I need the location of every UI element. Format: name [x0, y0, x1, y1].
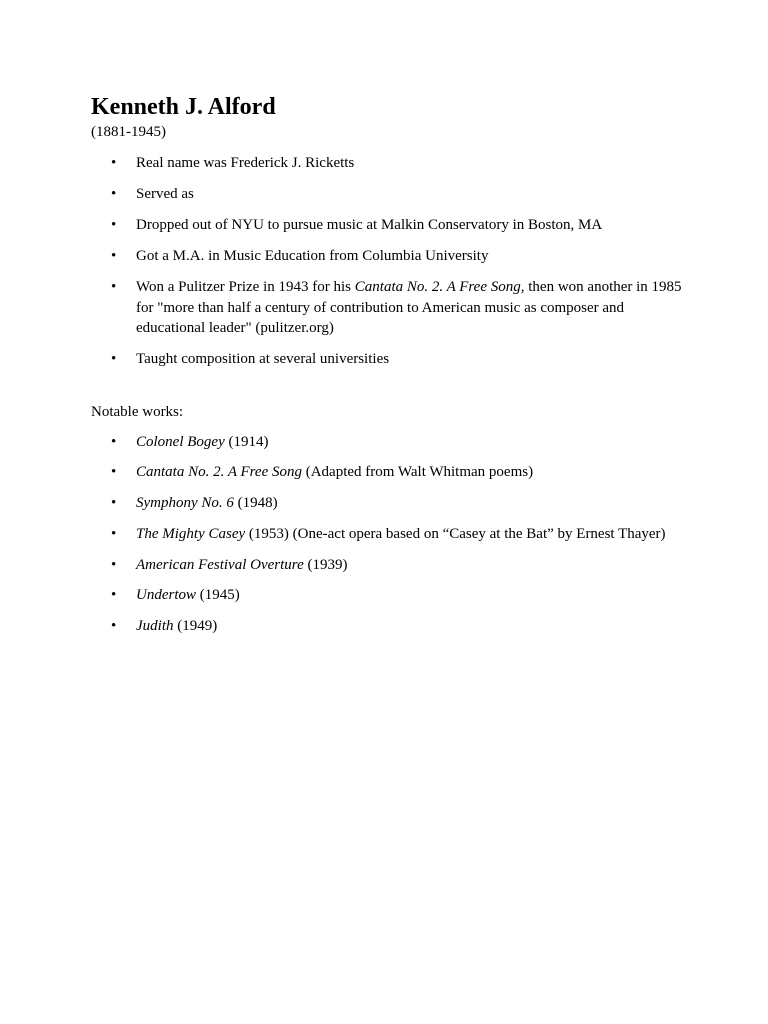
list-item — [91, 184, 691, 205]
bullet-icon: • — [111, 433, 117, 450]
fact-text-pre: Won a Pulitzer Prize in 1943 for his — [136, 279, 355, 295]
work-detail: (Adapted from Walt Whitman poems) — [301, 464, 534, 481]
notable-works-heading: Notable works: — [91, 403, 184, 420]
fact-text: Dropped out of NYU to pursue music at Malkin Conservatory in Boston, MA — [136, 217, 603, 233]
list-item — [91, 493, 691, 514]
bullet-icon: • — [111, 495, 117, 512]
list-item — [91, 349, 691, 370]
work-detail: (1949) — [173, 618, 218, 635]
bullet-icon: • — [111, 186, 117, 202]
list-item — [91, 246, 691, 267]
fact-text-post: , then won another in 1985 for "more than half a century of contribution to American music as composer and educational leader" (pulitzer.org) — [136, 279, 682, 336]
bullet-icon: • — [111, 155, 117, 171]
list-item — [91, 432, 691, 453]
list-item — [91, 277, 691, 339]
work-detail: (1948) — [233, 495, 278, 512]
work-title: Colonel Bogey — [136, 433, 225, 450]
fact-text: Served as — [136, 186, 194, 202]
bullet-icon: • — [111, 618, 117, 635]
work-title: The Mighty Casey — [136, 525, 246, 542]
facts-list — [91, 153, 691, 370]
bullet-icon: • — [111, 248, 117, 264]
work-title: Symphony No. 6 — [136, 495, 234, 512]
work-detail: (1914) — [224, 433, 269, 450]
work-detail: (1953) (One-act opera based on “Casey at the Bat” by Ernest Thayer) — [245, 525, 666, 542]
list-item — [91, 462, 691, 483]
page-title: Kenneth J. Alford — [91, 94, 276, 120]
fact-text: Taught composition at several universities — [136, 351, 390, 367]
list-item — [91, 215, 691, 236]
bullet-icon: • — [111, 279, 117, 295]
list-item — [91, 585, 691, 606]
life-dates: (1881-1945) — [91, 124, 166, 140]
work-title: Cantata No. 2. A Free Song — [136, 464, 302, 481]
bullet-icon: • — [111, 525, 117, 542]
document-page — [91, 92, 691, 647]
list-item — [91, 524, 691, 545]
works-list — [91, 432, 691, 637]
fact-text: Got a M.A. in Music Education from Columbia University — [136, 248, 489, 264]
bullet-icon: • — [111, 217, 117, 233]
work-title: Cantata No. 2. A Free Song — [354, 279, 521, 295]
work-title: Undertow — [136, 587, 196, 604]
bullet-icon: • — [111, 556, 117, 573]
bullet-icon: • — [111, 587, 117, 604]
list-item — [91, 153, 691, 174]
work-detail: (1939) — [303, 556, 348, 573]
list-item — [91, 616, 691, 637]
bullet-icon: • — [111, 351, 117, 367]
bullet-icon: • — [111, 464, 117, 481]
work-detail: (1945) — [196, 587, 240, 604]
fact-text: Real name was Frederick J. Ricketts — [136, 155, 355, 171]
work-title: American Festival Overture — [136, 556, 304, 573]
list-item — [91, 555, 691, 576]
work-title: Judith — [136, 618, 174, 635]
